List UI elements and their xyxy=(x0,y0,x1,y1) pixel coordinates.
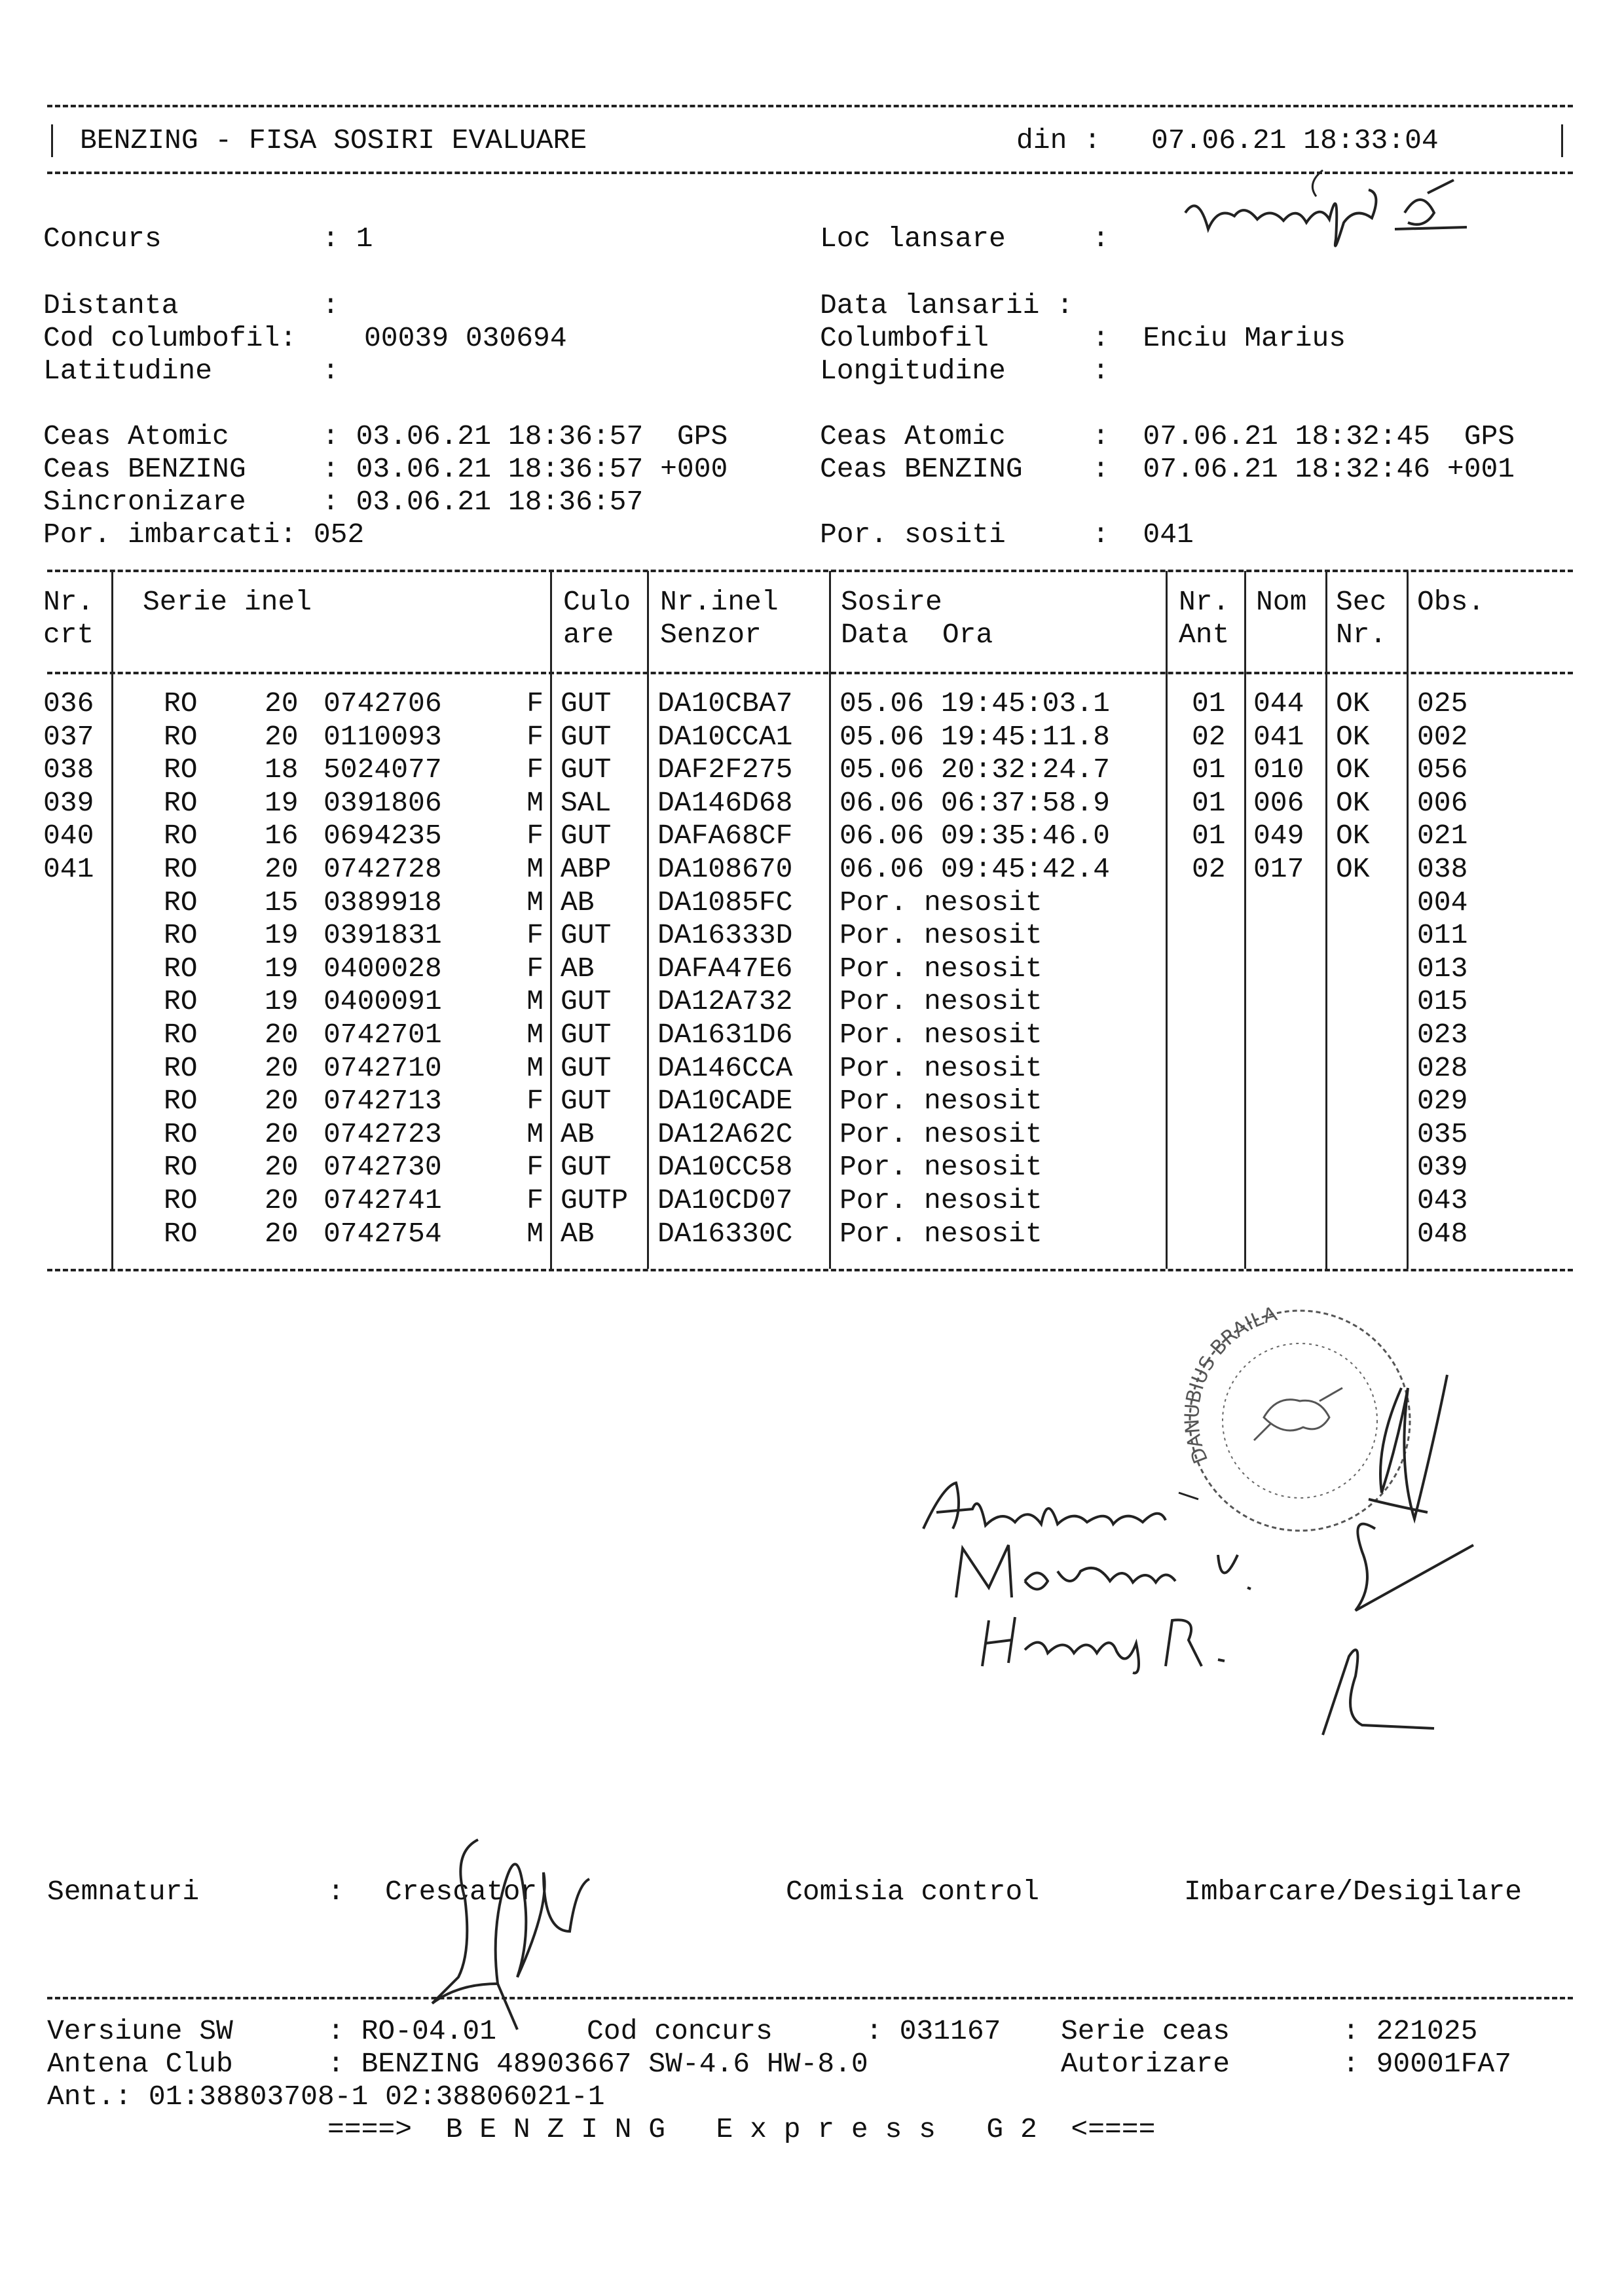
columbofil-value: : Enciu Marius xyxy=(1092,322,1346,354)
cell-culoare: GUT xyxy=(561,985,612,1018)
cell-an: 19 xyxy=(265,985,299,1018)
cell-sex: M xyxy=(526,853,544,885)
cell-sex: M xyxy=(526,786,544,819)
handwritten-name-3 xyxy=(969,1604,1244,1676)
cell-an: 20 xyxy=(265,720,299,753)
cell-sex: F xyxy=(526,952,544,985)
cell-sex: F xyxy=(526,820,544,852)
cell-sosire: Por. nesosit xyxy=(840,1217,1043,1250)
cell-sec: OK xyxy=(1336,687,1370,720)
table-row xyxy=(0,886,1624,919)
cell-senzor: DA16333D xyxy=(657,919,793,952)
th-nr-ant-2: Ant xyxy=(1179,619,1230,651)
cell-tara: RO xyxy=(164,985,198,1018)
cell-an: 20 xyxy=(265,1019,299,1051)
cell-nr-ant: 02 xyxy=(1192,853,1226,885)
cell-tara: RO xyxy=(164,919,198,952)
cell-obs: 048 xyxy=(1417,1217,1468,1250)
cell-inel: 0400028 xyxy=(323,952,442,985)
cell-tara: RO xyxy=(164,1151,198,1184)
cell-inel: 0742723 xyxy=(323,1118,442,1150)
date-label: din : xyxy=(1016,124,1101,156)
semnaturi-colon: : xyxy=(327,1876,344,1908)
cell-sec: OK xyxy=(1336,720,1370,753)
brand-line: ====> B E N Z I N G E x p r e s s G 2 <==== xyxy=(327,2113,1156,2145)
table-row xyxy=(0,953,1624,985)
ceas-benzing-end-label: Ceas BENZING xyxy=(820,453,1023,485)
cell-senzor: DA16330C xyxy=(657,1217,793,1250)
cell-culoare: GUT xyxy=(561,1051,612,1084)
cell-sosire: Por. nesosit xyxy=(840,985,1043,1018)
cod-concurs-value: : 031167 xyxy=(866,2015,1001,2047)
cell-an: 20 xyxy=(265,1184,299,1216)
cell-nom: 044 xyxy=(1253,687,1304,720)
ceas-atomic-start-label: Ceas Atomic xyxy=(43,420,229,452)
cell-sosire: Por. nesosit xyxy=(840,919,1043,952)
cell-obs: 015 xyxy=(1417,985,1468,1018)
ceas-benzing-end-value: : 07.06.21 18:32:46 +001 xyxy=(1092,453,1515,485)
header-right-border xyxy=(1561,124,1563,157)
cell-sosire: 06.06 06:37:58.9 xyxy=(840,786,1110,819)
cell-senzor: DA146D68 xyxy=(657,786,793,819)
handwritten-name-2 xyxy=(950,1535,1264,1607)
cell-an: 20 xyxy=(265,1151,299,1184)
table-row xyxy=(0,721,1624,754)
cell-nom: 041 xyxy=(1253,720,1304,753)
cell-senzor: DA10CBA7 xyxy=(657,687,793,720)
th-nr-crt-1: Nr. xyxy=(43,586,94,618)
antena-club-value: : BENZING 48903667 SW-4.6 HW-8.0 xyxy=(327,2048,868,2080)
cell-an: 19 xyxy=(265,952,299,985)
cell-sex: F xyxy=(526,687,544,720)
cell-sex: M xyxy=(526,1019,544,1051)
cell-culoare: GUT xyxy=(561,687,612,720)
th-serie-inel: Serie inel xyxy=(143,586,312,618)
cell-sosire: Por. nesosit xyxy=(840,886,1043,919)
table-row xyxy=(0,820,1624,852)
cell-sec: OK xyxy=(1336,754,1370,786)
cell-an: 20 xyxy=(265,1051,299,1084)
semnaturi-label: Semnaturi xyxy=(47,1876,200,1908)
cell-an: 19 xyxy=(265,919,299,952)
cell-culoare: SAL xyxy=(561,786,612,819)
cell-culoare: GUT xyxy=(561,1085,612,1118)
autorizare-value: : 90001FA7 xyxy=(1342,2048,1512,2080)
cell-nr-crt: 039 xyxy=(43,786,94,819)
ceas-atomic-end-value: : 07.06.21 18:32:45 GPS xyxy=(1092,420,1515,452)
table-top-rule xyxy=(47,570,1573,572)
cell-nr-ant: 01 xyxy=(1192,786,1226,819)
th-obs: Obs. xyxy=(1417,586,1485,618)
cell-sex: M xyxy=(526,1051,544,1084)
cell-tara: RO xyxy=(164,1184,198,1216)
cod-concurs-label: Cod concurs xyxy=(587,2015,773,2047)
th-culoare-1: Culo xyxy=(563,586,631,618)
cell-sosire: 05.06 19:45:11.8 xyxy=(840,720,1110,753)
cell-sec: OK xyxy=(1336,853,1370,885)
ceas-benzing-start-value: : 03.06.21 18:36:57 +000 xyxy=(322,453,728,485)
table-row xyxy=(0,787,1624,820)
cell-sex: M xyxy=(526,985,544,1018)
th-senzor-1: Nr.inel xyxy=(660,586,779,618)
cell-an: 15 xyxy=(265,886,299,919)
cell-inel: 0742706 xyxy=(323,687,442,720)
stamp-text: DANUBIUS BRAILA xyxy=(1181,1302,1280,1467)
th-sosire-1: Sosire xyxy=(841,586,942,618)
distanta-value: : xyxy=(322,289,339,321)
cod-columbofil-value: 00039 030694 xyxy=(364,322,567,354)
cell-tara: RO xyxy=(164,786,198,819)
cell-an: 16 xyxy=(265,820,299,852)
cell-tara: RO xyxy=(164,952,198,985)
cell-senzor: DAFA68CF xyxy=(657,820,793,852)
cell-sosire: Por. nesosit xyxy=(840,1184,1043,1216)
cell-an: 20 xyxy=(265,853,299,885)
handwritten-loc-lansare xyxy=(1172,167,1500,265)
sincronizare-label: Sincronizare xyxy=(43,486,246,518)
table-row xyxy=(0,754,1624,786)
cell-obs: 029 xyxy=(1417,1085,1468,1118)
cell-nr-crt: 041 xyxy=(43,853,94,885)
cell-obs: 021 xyxy=(1417,820,1468,852)
antena-club-label: Antena Club xyxy=(47,2048,233,2080)
cell-sex: F xyxy=(526,1151,544,1184)
cell-senzor: DA12A62C xyxy=(657,1118,793,1150)
cell-tara: RO xyxy=(164,820,198,852)
commission-signatures xyxy=(1283,1362,1519,1728)
sincronizare-value: : 03.06.21 18:36:57 xyxy=(322,486,644,518)
cell-obs: 025 xyxy=(1417,687,1468,720)
cell-obs: 056 xyxy=(1417,754,1468,786)
cell-culoare: GUT xyxy=(561,754,612,786)
cell-nom: 017 xyxy=(1253,853,1304,885)
th-nr-crt-2: crt xyxy=(43,619,94,651)
antenna-ids: Ant.: 01:38803708-1 02:38806021-1 xyxy=(47,2081,605,2113)
cell-inel: 0742730 xyxy=(323,1151,442,1184)
cell-obs: 023 xyxy=(1417,1019,1468,1051)
cell-nom: 049 xyxy=(1253,820,1304,852)
th-culoare-2: are xyxy=(563,619,614,651)
versiune-sw-label: Versiune SW xyxy=(47,2015,233,2047)
table-row xyxy=(0,1085,1624,1118)
cell-sosire: 05.06 20:32:24.7 xyxy=(840,754,1110,786)
cell-nr-ant: 02 xyxy=(1192,720,1226,753)
cell-sosire: Por. nesosit xyxy=(840,1118,1043,1150)
concurs-label: Concurs xyxy=(43,223,162,255)
cell-tara: RO xyxy=(164,1085,198,1118)
serie-ceas-value: : 221025 xyxy=(1342,2015,1478,2047)
cell-sosire: Por. nesosit xyxy=(840,1019,1043,1051)
cell-senzor: DA10CC58 xyxy=(657,1151,793,1184)
cell-sex: M xyxy=(526,886,544,919)
crescator-signature xyxy=(419,1833,642,2030)
concurs-value: : 1 xyxy=(322,223,373,255)
print-datetime: 07.06.21 18:33:04 xyxy=(1151,124,1439,156)
cell-inel: 0742701 xyxy=(323,1019,442,1051)
cell-culoare: AB xyxy=(561,1217,595,1250)
cell-an: 20 xyxy=(265,1085,299,1118)
cell-culoare: GUT xyxy=(561,720,612,753)
imbarcare-desigilare-label: Imbarcare/Desigilare xyxy=(1184,1876,1522,1908)
por-sositi-value: : 041 xyxy=(1092,519,1194,551)
cell-sosire: Por. nesosit xyxy=(840,952,1043,985)
cod-columbofil-label: Cod columbofil: xyxy=(43,322,297,354)
cell-culoare: GUT xyxy=(561,1019,612,1051)
cell-senzor: DA146CCA xyxy=(657,1051,793,1084)
comisia-control-label: Comisia control xyxy=(786,1876,1040,1908)
cell-nr-ant: 01 xyxy=(1192,820,1226,852)
cell-inel: 0742713 xyxy=(323,1085,442,1118)
cell-inel: 0391831 xyxy=(323,919,442,952)
th-nr-ant-1: Nr. xyxy=(1179,586,1230,618)
table-row xyxy=(0,687,1624,720)
cell-tara: RO xyxy=(164,754,198,786)
cell-sex: M xyxy=(526,1217,544,1250)
cell-senzor: DA10CD07 xyxy=(657,1184,793,1216)
por-imbarcati: Por. imbarcati: 052 xyxy=(43,519,365,551)
table-row xyxy=(0,1151,1624,1184)
cell-sex: F xyxy=(526,919,544,952)
cell-tara: RO xyxy=(164,720,198,753)
cell-sex: F xyxy=(526,1184,544,1216)
cell-an: 20 xyxy=(265,1217,299,1250)
cell-senzor: DA1631D6 xyxy=(657,1019,793,1051)
cell-inel: 0110093 xyxy=(323,720,442,753)
cell-obs: 028 xyxy=(1417,1051,1468,1084)
cell-senzor: DAFA47E6 xyxy=(657,952,793,985)
cell-inel: 0400091 xyxy=(323,985,442,1018)
table-row xyxy=(0,1019,1624,1051)
cell-inel: 0694235 xyxy=(323,820,442,852)
cell-obs: 002 xyxy=(1417,720,1468,753)
cell-sex: F xyxy=(526,1085,544,1118)
cell-obs: 011 xyxy=(1417,919,1468,952)
cell-obs: 006 xyxy=(1417,786,1468,819)
ceas-atomic-end-label: Ceas Atomic xyxy=(820,420,1006,452)
cell-obs: 004 xyxy=(1417,886,1468,919)
cell-culoare: AB xyxy=(561,952,595,985)
cell-senzor: DA10CADE xyxy=(657,1085,793,1118)
cell-sosire: 06.06 09:35:46.0 xyxy=(840,820,1110,852)
cell-an: 20 xyxy=(265,1118,299,1150)
data-lansarii-label: Data lansarii : xyxy=(820,289,1074,321)
cell-nr-ant: 01 xyxy=(1192,687,1226,720)
cell-obs: 038 xyxy=(1417,853,1468,885)
cell-obs: 043 xyxy=(1417,1184,1468,1216)
cell-senzor: DA12A732 xyxy=(657,985,793,1018)
table-row xyxy=(0,1184,1624,1217)
cell-an: 19 xyxy=(265,786,299,819)
table-bottom-rule xyxy=(47,1269,1573,1271)
longitudine-label: Longitudine xyxy=(820,355,1006,387)
cell-an: 20 xyxy=(265,687,299,720)
distanta-label: Distanta xyxy=(43,289,179,321)
table-row xyxy=(0,919,1624,952)
cell-tara: RO xyxy=(164,1118,198,1150)
th-sosire-2: Data Ora xyxy=(841,619,993,651)
longitudine-value: : xyxy=(1092,355,1109,387)
handwritten-name-1 xyxy=(917,1473,1225,1539)
serie-ceas-label: Serie ceas xyxy=(1061,2015,1230,2047)
header-top-rule xyxy=(47,105,1573,107)
cell-tara: RO xyxy=(164,687,198,720)
cell-nom: 006 xyxy=(1253,786,1304,819)
cell-culoare: GUT xyxy=(561,820,612,852)
loc-lansare-colon: : xyxy=(1092,223,1109,255)
cell-obs: 013 xyxy=(1417,952,1468,985)
cell-inel: 5024077 xyxy=(323,754,442,786)
th-sec-1: Sec xyxy=(1336,586,1387,618)
document-title: BENZING - FISA SOSIRI EVALUARE xyxy=(80,124,587,156)
cell-an: 18 xyxy=(265,754,299,786)
cell-sosire: Por. nesosit xyxy=(840,1051,1043,1084)
latitudine-value: : xyxy=(322,355,339,387)
cell-nr-crt: 037 xyxy=(43,720,94,753)
cell-tara: RO xyxy=(164,1217,198,1250)
cell-senzor: DAF2F275 xyxy=(657,754,793,786)
cell-sosire: Por. nesosit xyxy=(840,1085,1043,1118)
cell-tara: RO xyxy=(164,1019,198,1051)
cell-sex: F xyxy=(526,754,544,786)
table-row xyxy=(0,1118,1624,1151)
footer-rule xyxy=(47,1997,1573,1999)
cell-culoare: GUT xyxy=(561,919,612,952)
th-sec-2: Nr. xyxy=(1336,619,1387,651)
cell-sec: OK xyxy=(1336,786,1370,819)
cell-sex: M xyxy=(526,1118,544,1150)
table-header-rule xyxy=(47,672,1573,674)
columbofil-label: Columbofil xyxy=(820,322,989,354)
cell-sosire: Por. nesosit xyxy=(840,1151,1043,1184)
cell-inel: 0391806 xyxy=(323,786,442,819)
cell-culoare: AB xyxy=(561,886,595,919)
table-row xyxy=(0,985,1624,1018)
loc-lansare-label: Loc lansare xyxy=(820,223,1006,255)
cell-obs: 035 xyxy=(1417,1118,1468,1150)
cell-obs: 039 xyxy=(1417,1151,1468,1184)
cell-nom: 010 xyxy=(1253,754,1304,786)
cell-culoare: GUT xyxy=(561,1151,612,1184)
cell-inel: 0742728 xyxy=(323,853,442,885)
cell-culoare: ABP xyxy=(561,853,612,885)
cell-inel: 0389918 xyxy=(323,886,442,919)
cell-nr-crt: 038 xyxy=(43,754,94,786)
autorizare-label: Autorizare xyxy=(1061,2048,1230,2080)
ceas-benzing-start-label: Ceas BENZING xyxy=(43,453,246,485)
cell-sec: OK xyxy=(1336,820,1370,852)
ceas-atomic-start-value: : 03.06.21 18:36:57 GPS xyxy=(322,420,728,452)
th-senzor-2: Senzor xyxy=(660,619,762,651)
cell-inel: 0742710 xyxy=(323,1051,442,1084)
cell-senzor: DA1085FC xyxy=(657,886,793,919)
cell-sosire: 06.06 09:45:42.4 xyxy=(840,853,1110,885)
por-sositi-label: Por. sositi xyxy=(820,519,1006,551)
latitudine-label: Latitudine xyxy=(43,355,213,387)
cell-nr-crt: 040 xyxy=(43,820,94,852)
table-row xyxy=(0,1052,1624,1085)
cell-tara: RO xyxy=(164,1051,198,1084)
crescator-label: Crescator xyxy=(385,1876,538,1908)
cell-inel: 0742754 xyxy=(323,1217,442,1250)
cell-culoare: GUTP xyxy=(561,1184,629,1216)
cell-senzor: DA108670 xyxy=(657,853,793,885)
cell-inel: 0742741 xyxy=(323,1184,442,1216)
th-nom: Nom xyxy=(1256,586,1307,618)
header-left-border xyxy=(51,124,53,157)
cell-tara: RO xyxy=(164,886,198,919)
cell-culoare: AB xyxy=(561,1118,595,1150)
cell-sex: F xyxy=(526,720,544,753)
versiune-sw-value: : RO-04.01 xyxy=(327,2015,497,2047)
cell-senzor: DA10CCA1 xyxy=(657,720,793,753)
table-row xyxy=(0,1218,1624,1250)
cell-tara: RO xyxy=(164,853,198,885)
cell-nr-crt: 036 xyxy=(43,687,94,720)
table-row xyxy=(0,853,1624,886)
cell-nr-ant: 01 xyxy=(1192,754,1226,786)
cell-sosire: 05.06 19:45:03.1 xyxy=(840,687,1110,720)
